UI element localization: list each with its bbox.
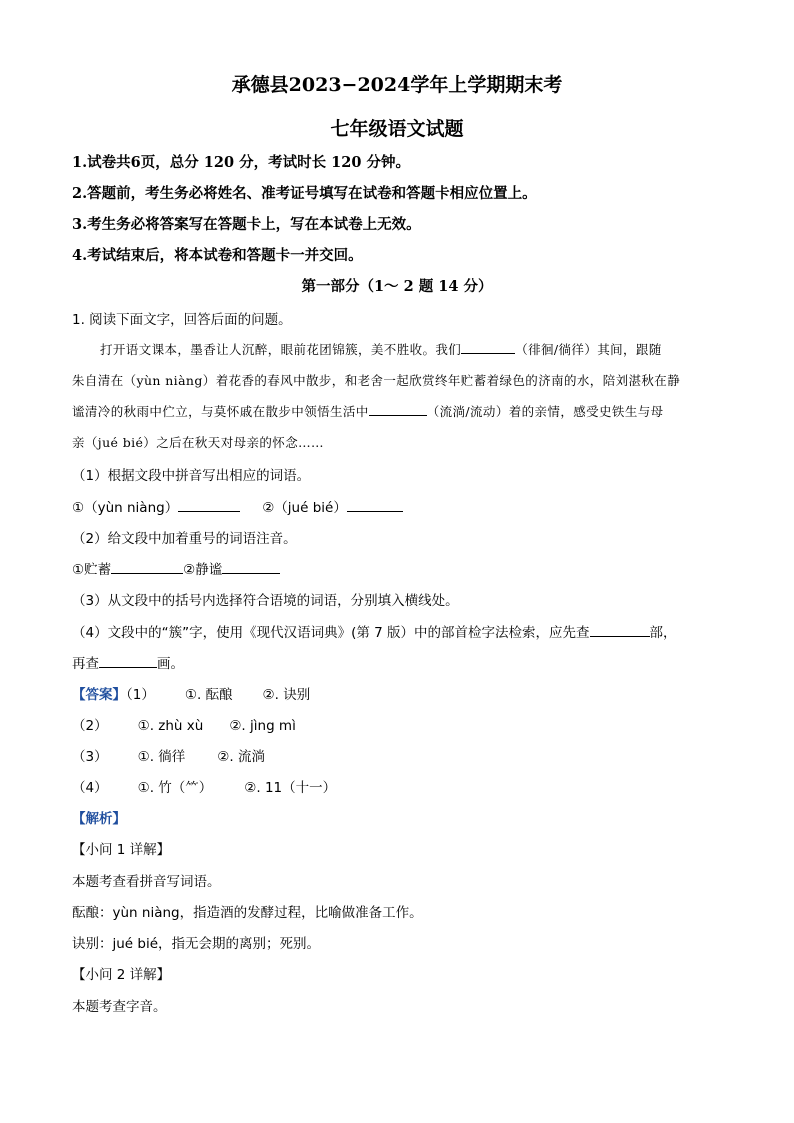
passage-line-1 [100,340,662,358]
blank-line [461,341,515,354]
answer-num: （3） [72,749,108,765]
answer-b: ②. 流淌 [217,749,265,765]
analysis-para-3: 诀别：jué bié，指无会期的离别；死别。 [72,936,321,952]
subquestion-4-text: 部， [649,625,677,641]
answer-row-2 [72,714,296,734]
answer-row-4 [72,776,336,796]
question-intro: 1. 阅读下面文字，回答后面的问题。 [72,312,292,328]
notice-2: 2.答题前，考生务必将姓名、准考证号填写在试卷和答题卡相应位置上。 [72,185,537,202]
answer-a: ①. 徜徉 [137,749,186,765]
section-title: 第一部分（1～ 2 题 14 分） [301,278,493,295]
answer-num: （1） [126,687,155,703]
answer-b: ②. 11（十一） [244,780,337,796]
answer-a: ①. 酝酿 [184,687,233,703]
passage-text: 谧清冷的秋雨中伫立，与莫怀戚在散步中领悟生活中 [72,404,369,419]
answer-a: ①. 竹（⺮） [137,780,213,796]
notice-1: 1.试卷共6页，总分 120 分，考试时长 120 分钟。 [72,154,410,171]
answer-num: （4） [72,780,108,796]
analysis-para-2: 酝酿：yùn niàng，指造酒的发酵过程，比喻做准备工作。 [72,905,423,921]
passage-text: （徘徊/徜徉）其间，跟随 [515,342,662,357]
subquestion-4-text: 再查 [72,656,99,672]
subquestion-2-items [72,558,280,578]
subquestion-1-items [72,496,403,516]
blank-line [369,403,427,416]
subquestion-1: （1）根据文段中拼音写出相应的词语。 [72,468,311,484]
subquestion-4-cont [72,652,184,672]
passage-line-4: 亲（jué bié）之后在秋天对母亲的怀念…… [72,435,324,450]
passage-line-3 [72,402,664,420]
answer-blank [99,655,157,668]
analysis-heading-2: 【小问 2 详解】 [72,967,171,983]
subquestion-2: （2）给文段中加着重号的词语注音。 [72,531,297,547]
analysis-para-1: 本题考查看拼音写词语。 [72,874,221,890]
answer-b: ②. 诀别 [262,687,311,703]
subquestion-4-text: 画。 [157,656,184,672]
answer-num: （2） [72,718,108,734]
answer-blank [222,561,280,574]
answer-row-3 [72,745,265,765]
notice-3: 3.考生务必将答案写在答题卡上，写在本试卷上无效。 [72,216,421,233]
item-a: ①（yùn niàng） [72,500,179,516]
analysis-label: 【解析】 [72,811,126,827]
answer-a: ①. zhù xù [137,718,204,734]
passage-text: 打开语文课本，墨香让人沉醉，眼前花团锦簇，美不胜收。我们 [100,342,462,357]
exam-title: 承德县2023−2024学年上学期期末考 [231,74,563,96]
item-b: ②静谧 [183,562,223,578]
answer-blank [178,499,240,512]
passage-line-2: 朱自清在（yùn niàng）着花香的春风中散步，和老舍一起欣赏终年贮蓄着绿色的济南的水，陪刘湛秋在静 [72,373,681,388]
answer-label: 【答案】 [72,687,126,703]
item-a: ①贮蓄 [72,562,112,578]
answer-row-1 [72,683,310,703]
answer-blank [590,624,650,637]
answer-blank [347,499,403,512]
notice-4: 4.考试结束后，将本试卷和答题卡一并交回。 [72,247,363,264]
exam-subtitle: 七年级语文试题 [330,118,464,140]
passage-text: （流淌/流动）着的亲情，感受史铁生与母 [426,404,664,419]
answer-blank [111,561,183,574]
subquestion-4-text: （4）文段中的“簇”字，使用《现代汉语词典》(第 7 版）中的部首检字法检索，应先查 [72,625,590,641]
subquestion-4 [72,621,677,641]
subquestion-3: （3）从文段中的括号内选择符合语境的词语，分别填入横线处。 [72,593,459,609]
item-b: ②（jué bié） [262,500,347,516]
analysis-para-4: 本题考查字音。 [72,999,167,1015]
answer-b: ②. jìng mì [229,718,296,734]
analysis-heading-1: 【小问 1 详解】 [72,842,171,858]
